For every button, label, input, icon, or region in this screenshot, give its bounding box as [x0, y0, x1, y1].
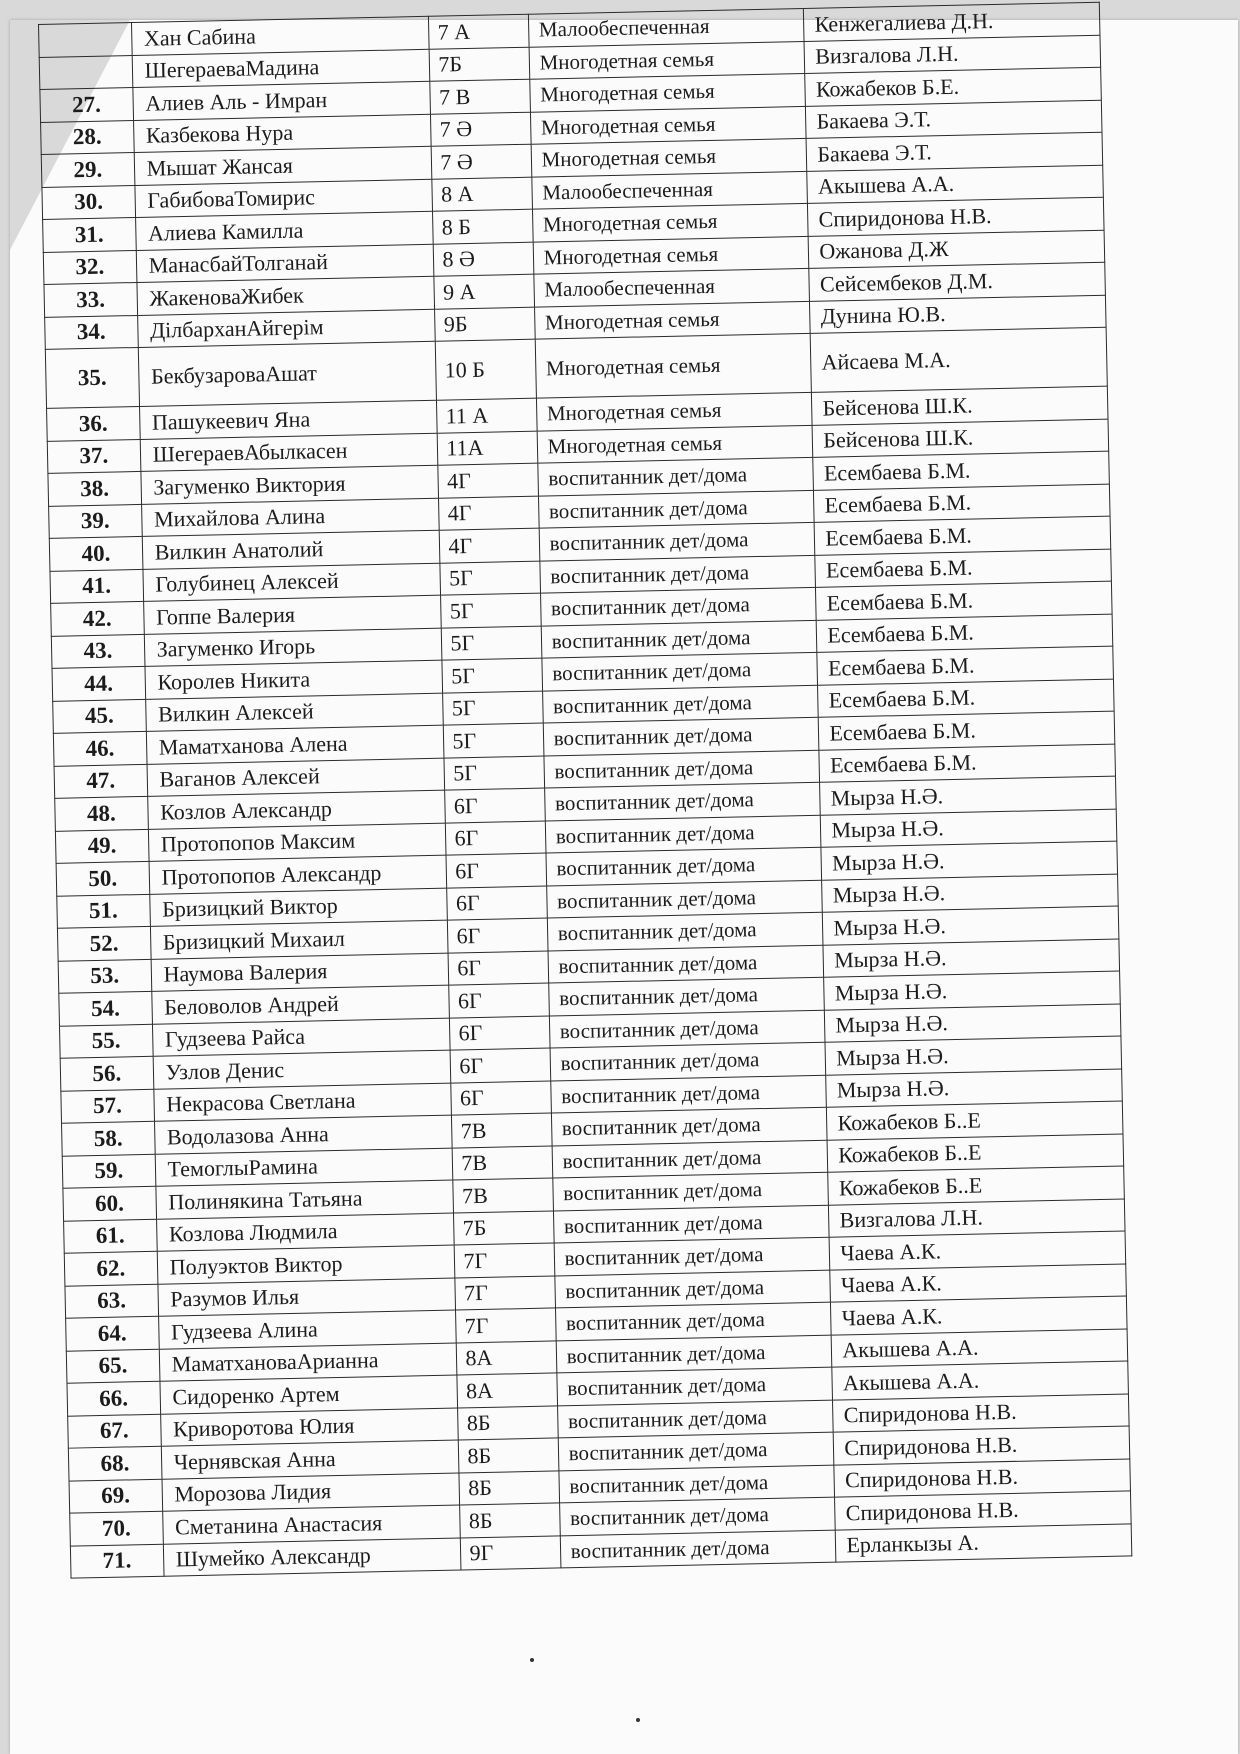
class-grade: 6Г: [448, 951, 548, 986]
student-name: Хан Сабина: [131, 16, 429, 55]
row-number: 52.: [57, 926, 150, 960]
family-status: воспитанник дет/дома: [540, 587, 816, 625]
row-number: 61.: [64, 1219, 157, 1253]
student-name: Мышат Жансая: [134, 146, 432, 185]
row-number: 57.: [61, 1089, 154, 1123]
class-grade: 8 Б: [433, 209, 533, 244]
class-teacher: Айсаева М.А.: [811, 327, 1108, 392]
row-number: 70.: [70, 1511, 163, 1545]
row-number: 54.: [59, 991, 152, 1025]
class-teacher: Акышева А.А.: [807, 165, 1103, 204]
class-grade: 5Г: [440, 561, 540, 596]
class-teacher: Есембаева Б.М.: [817, 614, 1113, 653]
row-number: 47.: [54, 764, 147, 798]
student-name: Ваганов Алексей: [147, 758, 445, 797]
row-number: 27.: [40, 88, 133, 122]
class-grade: 4Г: [439, 496, 539, 531]
family-status: воспитанник дет/дома: [547, 912, 823, 950]
student-name: Королев Никита: [145, 660, 443, 699]
student-list-table: [38, 2, 1132, 1579]
row-number: 55.: [59, 1024, 152, 1058]
row-number: 44.: [52, 666, 145, 700]
row-number: 49.: [55, 829, 148, 863]
family-status: Многодетная семья: [529, 73, 805, 111]
student-name: Гудзеева Алина: [158, 1310, 456, 1349]
student-name: Протопопов Александр: [149, 855, 447, 894]
family-status: воспитанник дет/дома: [548, 945, 824, 983]
class-teacher: Есембаева Б.М.: [815, 549, 1111, 588]
student-name: Алиева Камилла: [135, 211, 433, 250]
family-status: Малообеспеченная: [531, 171, 807, 209]
class-teacher: Есембаева Б.М.: [814, 484, 1110, 523]
class-teacher: Есембаева Б.М.: [819, 744, 1115, 783]
row-number: 51.: [57, 894, 150, 928]
student-name: ШегераеваМадина: [132, 49, 430, 88]
family-status: воспитанник дет/дома: [542, 685, 818, 723]
class-teacher: Спиридонова Н.В.: [833, 1393, 1129, 1432]
student-name: Бризицкий Виктор: [149, 888, 447, 927]
class-grade: 7В: [453, 1178, 553, 1213]
family-status: воспитанник дет/дома: [546, 847, 822, 885]
student-name: Протопопов Максим: [148, 823, 446, 862]
class-teacher: Мырза Н.Ә.: [822, 874, 1118, 913]
class-grade: 7Г: [456, 1308, 556, 1343]
class-grade: 7Г: [455, 1243, 555, 1278]
family-status: воспитанник дет/дома: [550, 1075, 826, 1113]
table-body: [39, 2, 1132, 1578]
row-number: 59.: [62, 1154, 155, 1188]
family-status: Многодетная семья: [534, 301, 810, 339]
class-grade: 6Г: [451, 1081, 551, 1116]
row-number: 40.: [49, 536, 142, 570]
class-grade: 8Б: [459, 1438, 559, 1473]
class-grade: 7В: [453, 1145, 553, 1180]
row-number: 71.: [70, 1544, 163, 1578]
family-status: Многодетная семья: [529, 41, 805, 79]
family-status: воспитанник дет/дома: [538, 490, 814, 528]
row-number: 56.: [60, 1056, 153, 1090]
class-grade: 7 В: [430, 79, 530, 114]
student-name: Криворотова Юлия: [160, 1408, 458, 1447]
family-status: воспитанник дет/дома: [551, 1107, 827, 1145]
row-number: 46.: [53, 731, 146, 765]
row-number: 50.: [56, 861, 149, 895]
row-number: 39.: [49, 504, 142, 538]
class-grade: 11А: [438, 431, 538, 466]
row-number: 43.: [51, 634, 144, 668]
class-teacher: Кожабеков Б.Е.: [805, 67, 1101, 106]
class-teacher: Есембаева Б.М.: [819, 711, 1115, 750]
student-name: Вилкин Анатолий: [142, 530, 440, 569]
row-number: 38.: [48, 471, 141, 505]
row-number: 45.: [53, 699, 146, 733]
student-name: Наумова Валерия: [151, 953, 449, 992]
family-status: Многодетная семья: [535, 333, 812, 398]
class-teacher: Дунина Ю.В.: [810, 295, 1106, 334]
class-teacher: Сейсембеков Д.М.: [809, 262, 1105, 301]
class-teacher: Мырза Н.Ә.: [825, 1004, 1121, 1043]
class-grade: 9 А: [434, 274, 534, 309]
row-number: [39, 55, 132, 89]
class-grade: 5Г: [441, 593, 541, 628]
row-number: 34.: [45, 315, 138, 349]
row-number: 69.: [69, 1479, 162, 1513]
row-number: 28.: [41, 120, 134, 154]
family-status: воспитанник дет/дома: [555, 1302, 831, 1340]
student-name: Козлова Людмила: [156, 1213, 454, 1252]
student-name: Алиев Аль - Имран: [132, 81, 430, 120]
student-name: Бризицкий Михаил: [150, 920, 448, 959]
class-teacher: Спиридонова Н.В.: [834, 1426, 1130, 1465]
student-name: МанасбайТолганай: [136, 244, 434, 283]
row-number: 63.: [65, 1284, 158, 1318]
student-name: Шумейко Александр: [163, 1537, 461, 1576]
class-grade: 8 Ә: [434, 242, 534, 277]
class-teacher: Мырза Н.Ә.: [823, 939, 1119, 978]
class-teacher: Ожанова Д.Ж: [808, 230, 1104, 269]
row-number: 30.: [42, 185, 135, 219]
family-status: Многодетная семья: [532, 203, 808, 241]
class-teacher: Визгалова Л.Н.: [829, 1199, 1125, 1238]
class-teacher: Спиридонова Н.В.: [834, 1458, 1130, 1497]
class-teacher: Есембаева Б.М.: [817, 646, 1113, 685]
row-number: 64.: [66, 1316, 159, 1350]
class-grade: 8Б: [458, 1405, 558, 1440]
family-status: воспитанник дет/дома: [545, 815, 821, 853]
row-number: 68.: [68, 1446, 161, 1480]
row-number: 65.: [66, 1349, 159, 1383]
class-teacher: Бакаева Э.Т.: [806, 100, 1102, 139]
family-status: Многодетная семья: [530, 106, 806, 144]
family-status: воспитанник дет/дома: [560, 1530, 836, 1568]
class-grade: 7 Ә: [431, 112, 531, 147]
class-grade: 8Б: [460, 1503, 560, 1538]
family-status: воспитанник дет/дома: [541, 620, 817, 658]
class-grade: 6Г: [448, 918, 548, 953]
class-teacher: Чаева А.К.: [829, 1231, 1125, 1270]
class-grade: 8 А: [432, 177, 532, 212]
student-name: Козлов Александр: [147, 790, 445, 829]
row-number: 42.: [51, 601, 144, 635]
family-status: Многодетная семья: [531, 138, 807, 176]
class-grade: 5Г: [442, 658, 542, 693]
row-number: 33.: [44, 282, 137, 316]
student-name: Сидоренко Артем: [160, 1375, 458, 1414]
student-name: Голубинец Алексей: [143, 563, 441, 602]
class-teacher: Есембаева Б.М.: [813, 451, 1109, 490]
class-grade: 9Г: [461, 1535, 561, 1570]
family-status: Многодетная семья: [537, 425, 813, 463]
student-name: Узлов Денис: [153, 1050, 451, 1089]
class-teacher: Бакаева Э.Т.: [806, 132, 1102, 171]
family-status: Малообеспеченная: [528, 8, 804, 46]
student-name: Маматханова Алена: [146, 725, 444, 764]
family-status: Малообеспеченная: [534, 268, 810, 306]
class-grade: 7 А: [429, 14, 529, 49]
student-name: Морозова Лидия: [162, 1472, 460, 1511]
family-status: воспитанник дет/дома: [552, 1172, 828, 1210]
class-grade: 6Г: [447, 886, 547, 921]
row-number: 37.: [47, 439, 140, 473]
family-status: воспитанник дет/дома: [558, 1432, 834, 1470]
student-name: Загуменко Виктория: [141, 465, 439, 504]
class-grade: 11 А: [437, 398, 537, 433]
student-name: Казбекова Нура: [133, 114, 431, 153]
family-status: воспитанник дет/дома: [537, 457, 813, 495]
class-teacher: Кенжегалиева Д.Н.: [804, 2, 1100, 41]
family-status: воспитанник дет/дома: [544, 750, 820, 788]
class-grade: 7Б: [454, 1210, 554, 1245]
class-teacher: Бейсенова Ш.К.: [812, 419, 1108, 458]
class-grade: 8Б: [459, 1470, 559, 1505]
class-teacher: Бейсенова Ш.К.: [812, 386, 1108, 425]
class-grade: 6Г: [445, 788, 545, 823]
family-status: воспитанник дет/дома: [546, 880, 822, 918]
family-status: воспитанник дет/дома: [548, 977, 824, 1015]
class-grade: 8А: [457, 1340, 557, 1375]
student-name: МаматхановаАрианна: [159, 1343, 457, 1382]
row-number: 32.: [43, 250, 136, 284]
class-teacher: Мырза Н.Ә.: [821, 809, 1117, 848]
class-grade: 7Г: [455, 1275, 555, 1310]
family-status: воспитанник дет/дома: [543, 717, 819, 755]
family-status: воспитанник дет/дома: [559, 1497, 835, 1535]
row-number: 62.: [64, 1251, 157, 1285]
family-status: воспитанник дет/дома: [554, 1270, 830, 1308]
family-status: воспитанник дет/дома: [557, 1400, 833, 1438]
student-name: Водолазова Анна: [154, 1115, 452, 1154]
student-list-table-wrapper: [38, 2, 1132, 1579]
family-status: воспитанник дет/дома: [544, 782, 820, 820]
class-teacher: Мырза Н.Ә.: [824, 971, 1120, 1010]
class-teacher: Визгалова Л.Н.: [804, 35, 1100, 74]
row-number: 66.: [67, 1381, 160, 1415]
row-number: 35.: [45, 347, 139, 408]
family-status: воспитанник дет/дома: [554, 1237, 830, 1275]
student-name: Гоппе Валерия: [143, 595, 441, 634]
student-name: Чернявская Анна: [161, 1440, 459, 1479]
class-grade: 4Г: [440, 528, 540, 563]
class-grade: 6Г: [446, 821, 546, 856]
student-name: ШегераевАбылкасен: [140, 433, 438, 472]
class-teacher: Мырза Н.Ә.: [826, 1069, 1122, 1108]
student-name: Гудзеева Райса: [152, 1018, 450, 1057]
row-number: 67.: [68, 1414, 161, 1448]
family-status: Многодетная семья: [536, 392, 812, 430]
family-status: воспитанник дет/дома: [540, 555, 816, 593]
family-status: воспитанник дет/дома: [550, 1042, 826, 1080]
class-grade: 7В: [452, 1113, 552, 1148]
family-status: воспитанник дет/дома: [556, 1335, 832, 1373]
student-name: БекбузароваАшат: [138, 341, 437, 406]
scan-speck: [636, 1718, 640, 1722]
class-grade: 6Г: [446, 853, 546, 888]
student-name: Разумов Илья: [158, 1278, 456, 1317]
family-status: Многодетная семья: [533, 236, 809, 274]
student-name: ГабибоваТомирис: [135, 179, 433, 218]
class-grade: 7 Ә: [432, 144, 532, 179]
family-status: воспитанник дет/дома: [549, 1010, 825, 1048]
class-teacher: Мырза Н.Ә.: [823, 906, 1119, 945]
class-grade: 5Г: [443, 691, 543, 726]
class-teacher: Кожабеков Б..Е: [827, 1101, 1123, 1140]
class-teacher: Есембаева Б.М.: [816, 581, 1112, 620]
class-teacher: Чаева А.К.: [830, 1263, 1126, 1302]
class-grade: 6Г: [451, 1048, 551, 1083]
scan-speck: [530, 1658, 534, 1662]
class-teacher: Мырза Н.Ә.: [821, 841, 1117, 880]
class-grade: 5Г: [442, 626, 542, 661]
student-name: ДілбарханАйгерім: [137, 309, 435, 348]
class-teacher: Спиридонова Н.В.: [835, 1491, 1131, 1530]
row-number: 60.: [63, 1186, 156, 1220]
row-number: 48.: [55, 796, 148, 830]
student-name: Сметанина Анастасия: [162, 1505, 460, 1544]
class-teacher: Спиридонова Н.В.: [808, 197, 1104, 236]
class-teacher: Чаева А.К.: [831, 1296, 1127, 1335]
row-number: 29.: [41, 153, 134, 187]
class-teacher: Акышева А.А.: [832, 1328, 1128, 1367]
row-number: [39, 23, 132, 57]
class-grade: 6Г: [450, 1016, 550, 1051]
row-number: 58.: [62, 1121, 155, 1155]
class-grade: 5Г: [444, 756, 544, 791]
class-teacher: Кожабеков Б..Е: [828, 1166, 1124, 1205]
class-grade: 5Г: [444, 723, 544, 758]
class-teacher: Мырза Н.Ә.: [820, 776, 1116, 815]
class-teacher: Акышева А.А.: [832, 1361, 1128, 1400]
family-status: воспитанник дет/дома: [559, 1465, 835, 1503]
class-grade: 4Г: [438, 463, 538, 498]
row-number: 53.: [58, 959, 151, 993]
class-teacher: Кожабеков Б..Е: [827, 1134, 1123, 1173]
student-name: ТемоглыРамина: [155, 1148, 453, 1187]
class-grade: 10 Б: [436, 339, 536, 400]
class-teacher: Есембаева Б.М.: [814, 516, 1110, 555]
student-name: Вилкин Алексей: [145, 693, 443, 732]
class-grade: 7Б: [430, 47, 530, 82]
student-name: Загуменко Игорь: [144, 628, 442, 667]
class-grade: 6Г: [449, 983, 549, 1018]
class-teacher: Мырза Н.Ә.: [825, 1036, 1121, 1075]
family-status: воспитанник дет/дома: [553, 1205, 829, 1243]
student-name: Полуэктов Виктор: [157, 1245, 455, 1284]
family-status: воспитанник дет/дома: [557, 1367, 833, 1405]
student-name: Полинякина Татьяна: [156, 1180, 454, 1219]
class-grade: 9Б: [435, 307, 535, 342]
student-name: Михайлова Алина: [141, 498, 439, 537]
student-name: Пашукеевич Яна: [139, 400, 437, 439]
student-name: Беловолов Андрей: [151, 985, 449, 1024]
row-number: 41.: [50, 569, 143, 603]
class-teacher: Есембаева Б.М.: [818, 679, 1114, 718]
student-name: Некрасова Светлана: [153, 1083, 451, 1122]
family-status: воспитанник дет/дома: [542, 652, 818, 690]
class-teacher: Ерланкызы А.: [836, 1523, 1132, 1562]
row-number: 36.: [47, 406, 140, 440]
family-status: воспитанник дет/дома: [539, 522, 815, 560]
family-status: воспитанник дет/дома: [552, 1140, 828, 1178]
student-name: ЖакеноваЖибек: [137, 276, 435, 315]
row-number: 31.: [43, 218, 136, 252]
class-grade: 8А: [457, 1373, 557, 1408]
